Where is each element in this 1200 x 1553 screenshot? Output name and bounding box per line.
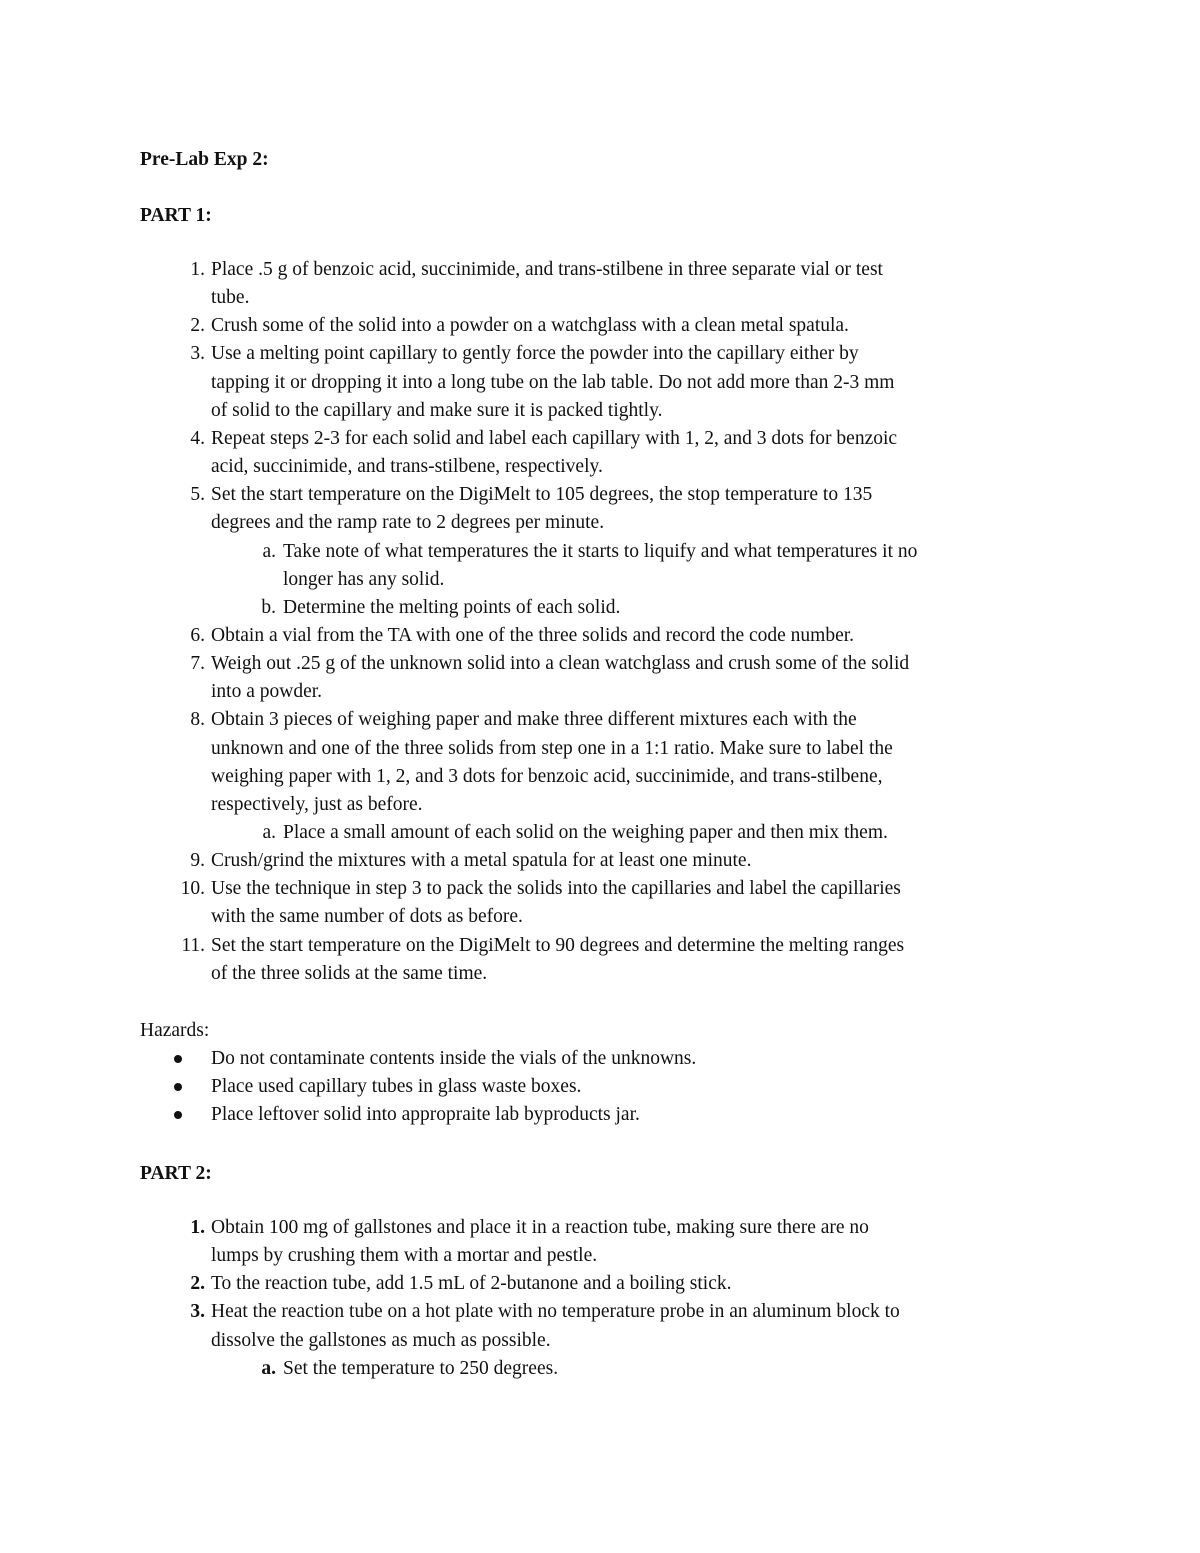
step-text-line: Use a melting point capillary to gently force the powder into the capillary either by bbox=[211, 343, 859, 365]
step-text-line: Use the technique in step 3 to pack the solids into the capillaries and label the capillaries bbox=[211, 878, 901, 900]
step-text-line: Obtain 100 mg of gallstones and place it in a reaction tube, making sure there are no bbox=[211, 1217, 869, 1238]
substep-text-line: Set the temperature to 250 degrees. bbox=[283, 1357, 559, 1379]
step-number: 1. bbox=[190, 1217, 205, 1238]
hazard-item: Do not contaminate contents inside the vials of the unknowns. bbox=[211, 1048, 697, 1069]
step-text-line: into a powder. bbox=[211, 681, 323, 703]
bullet-icon bbox=[174, 1111, 182, 1119]
step-text-line: weighing paper with 1, 2, and 3 dots for benzoic acid, succinimide, and trans-stilbene, bbox=[211, 765, 883, 787]
step-number: 7. bbox=[190, 653, 205, 675]
step-text-line: To the reaction tube, add 1.5 mL of 2-butanone and a boiling stick. bbox=[211, 1273, 732, 1295]
bullet-icon bbox=[174, 1083, 182, 1091]
step-text-line: unknown and one of the three solids from step one in a 1:1 ratio. Make sure to label the bbox=[211, 737, 893, 759]
bullet-icon bbox=[174, 1055, 182, 1063]
substep-text-line: Determine the melting points of each solid. bbox=[283, 596, 621, 618]
step-number: 2. bbox=[190, 1273, 205, 1295]
step-number: 11. bbox=[181, 934, 205, 956]
step-text-line: respectively, just as before. bbox=[211, 793, 423, 815]
step-text-line: Obtain 3 pieces of weighing paper and make three different mixtures each with the bbox=[211, 709, 857, 731]
step-text-line: Weigh out .25 g of the unknown solid into a clean watchglass and crush some of the solid bbox=[211, 653, 910, 675]
step-text-line: Repeat steps 2-3 for each solid and label each capillary with 1, 2, and 3 dots for benzoic bbox=[211, 427, 898, 449]
substep-text-line: Take note of what temperatures the it starts to liquify and what temperatures it no bbox=[283, 540, 918, 562]
step-text-line: Crush some of the solid into a powder on a watchglass with a clean metal spatula. bbox=[211, 315, 849, 337]
step-text-line: Heat the reaction tube on a hot plate with no temperature probe in an aluminum block to bbox=[211, 1301, 900, 1323]
step-number: 10. bbox=[180, 878, 205, 900]
step-number: 8. bbox=[190, 709, 205, 731]
step-text-line: of solid to the capillary and make sure it is packed tightly. bbox=[211, 399, 663, 421]
step-text-line: lumps by crushing them with a mortar and pestle. bbox=[211, 1245, 598, 1267]
step-number: 4. bbox=[190, 427, 205, 449]
step-text-line: tapping it or dropping it into a long tube on the lab table. Do not add more than 2-3 mm bbox=[211, 371, 895, 393]
step-text-line: with the same number of dots as before. bbox=[211, 906, 523, 928]
substep-text-line: longer has any solid. bbox=[283, 568, 445, 590]
step-text-line: dissolve the gallstones as much as possible. bbox=[211, 1329, 551, 1351]
substep-letter: a. bbox=[262, 540, 276, 562]
step-number: 5. bbox=[190, 484, 205, 506]
part2-heading: PART 2: bbox=[140, 1163, 212, 1184]
document-title: Pre-Lab Exp 2: bbox=[140, 149, 269, 170]
step-text-line: of the three solids at the same time. bbox=[211, 962, 488, 984]
hazard-item: Place used capillary tubes in glass waste boxes. bbox=[211, 1076, 582, 1098]
substep-letter: a. bbox=[262, 822, 276, 843]
step-text-line: degrees and the ramp rate to 2 degrees per minute. bbox=[211, 512, 605, 534]
step-number: 1. bbox=[190, 259, 205, 280]
step-text-line: Crush/grind the mixtures with a metal spatula for at least one minute. bbox=[211, 850, 752, 872]
step-number: 9. bbox=[190, 850, 205, 872]
hazard-item: Place leftover solid into appropraite lab byproducts jar. bbox=[211, 1104, 640, 1126]
substep-letter: a. bbox=[261, 1357, 276, 1379]
step-text-line: Place .5 g of benzoic acid, succinimide, and trans-stilbene in three separate vial or test bbox=[211, 259, 883, 280]
step-text-line: acid, succinimide, and trans-stilbene, respectively. bbox=[211, 456, 603, 478]
step-number: 3. bbox=[190, 343, 205, 365]
step-number: 6. bbox=[190, 624, 205, 646]
step-text-line: tube. bbox=[211, 287, 250, 309]
substep-letter: b. bbox=[261, 596, 276, 618]
part1-heading: PART 1: bbox=[140, 205, 212, 226]
step-text-line: Set the start temperature on the DigiMelt to 90 degrees and determine the melting ranges bbox=[211, 934, 905, 956]
step-number: 2. bbox=[190, 315, 205, 337]
step-text-line: Obtain a vial from the TA with one of the three solids and record the code number. bbox=[211, 624, 855, 646]
step-text-line: Set the start temperature on the DigiMelt to 105 degrees, the stop temperature to 135 bbox=[211, 484, 873, 506]
substep-text-line: Place a small amount of each solid on the weighing paper and then mix them. bbox=[283, 822, 888, 843]
hazards-heading: Hazards: bbox=[140, 1020, 210, 1041]
step-number: 3. bbox=[190, 1301, 205, 1323]
